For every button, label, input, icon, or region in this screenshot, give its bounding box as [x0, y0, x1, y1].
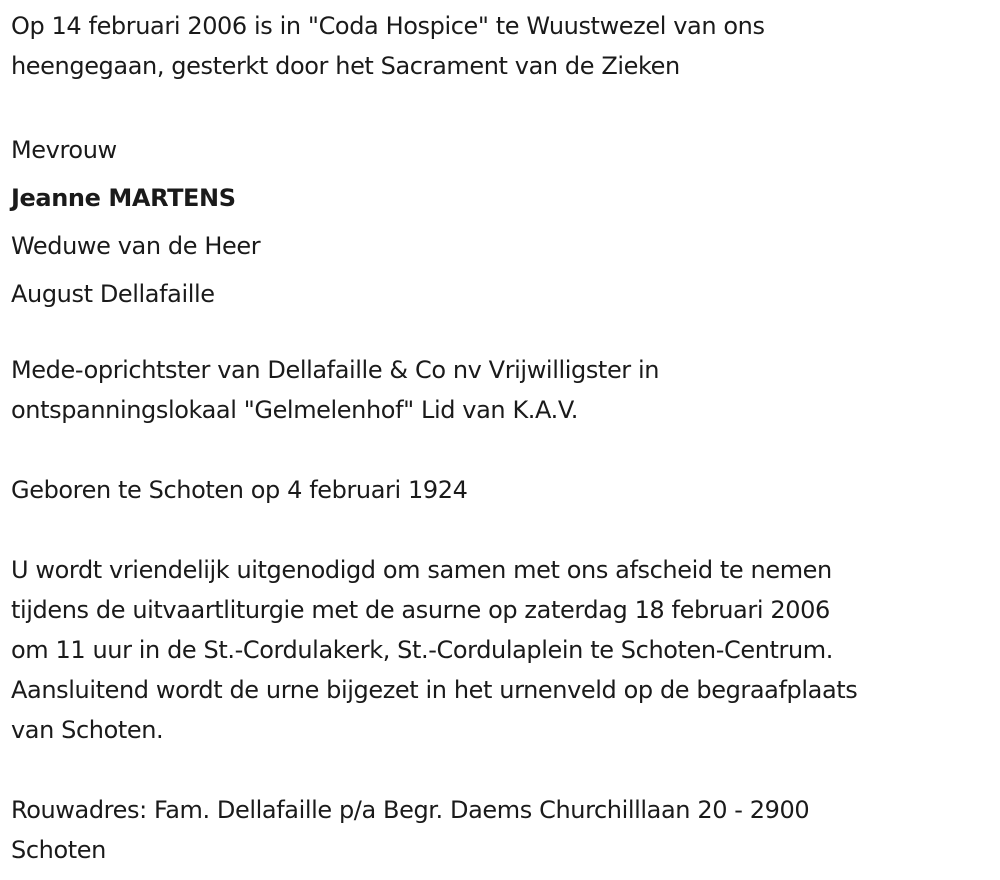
roles-line: Mede-oprichtster van Dellafaille & Co nv Vrijwilligster in	[11, 356, 660, 384]
spacer	[11, 430, 996, 470]
spacer	[11, 750, 996, 790]
roles-paragraph	[11, 350, 996, 430]
spacer	[11, 510, 996, 550]
roles-line: ontspanningslokaal "Gelmelenhof" Lid van K.A.V.	[11, 396, 578, 424]
salutation: Mevrouw	[11, 136, 117, 164]
spouse-name: August Dellafaille	[11, 280, 215, 308]
intro-paragraph	[11, 6, 996, 86]
obituary-notice	[11, 6, 996, 870]
intro-line: heengegaan, gesterkt door het Sacrament van de Zieken	[11, 52, 680, 80]
address-line: Rouwadres: Fam. Dellafaille p/a Begr. Daems Churchilllaan 20 - 2900	[11, 796, 810, 824]
deceased-name: Jeanne MARTENS	[11, 184, 236, 212]
intro-line: Op 14 februari 2006 is in "Coda Hospice" te Wuustwezel van ons	[11, 12, 765, 40]
widow-line: Weduwe van de Heer	[11, 232, 261, 260]
invitation-line: tijdens de uitvaartliturgie met de asurne op zaterdag 18 februari 2006	[11, 596, 830, 624]
invitation-line: Aansluitend wordt de urne bijgezet in het urnenveld op de begraafplaats	[11, 676, 858, 704]
birth-line: Geboren te Schoten op 4 februari 1924	[11, 476, 468, 504]
invitation-line: van Schoten.	[11, 716, 164, 744]
invitation-line: U wordt vriendelijk uitgenodigd om samen met ons afscheid te nemen	[11, 556, 832, 584]
address-line: Schoten	[11, 836, 106, 864]
invitation-line: om 11 uur in de St.-Cordulakerk, St.-Cordulaplein te Schoten-Centrum.	[11, 636, 834, 664]
birth-paragraph	[11, 470, 996, 510]
address-paragraph	[11, 790, 996, 870]
invitation-paragraph	[11, 550, 996, 750]
spacer	[11, 318, 996, 350]
spacer	[11, 86, 996, 126]
